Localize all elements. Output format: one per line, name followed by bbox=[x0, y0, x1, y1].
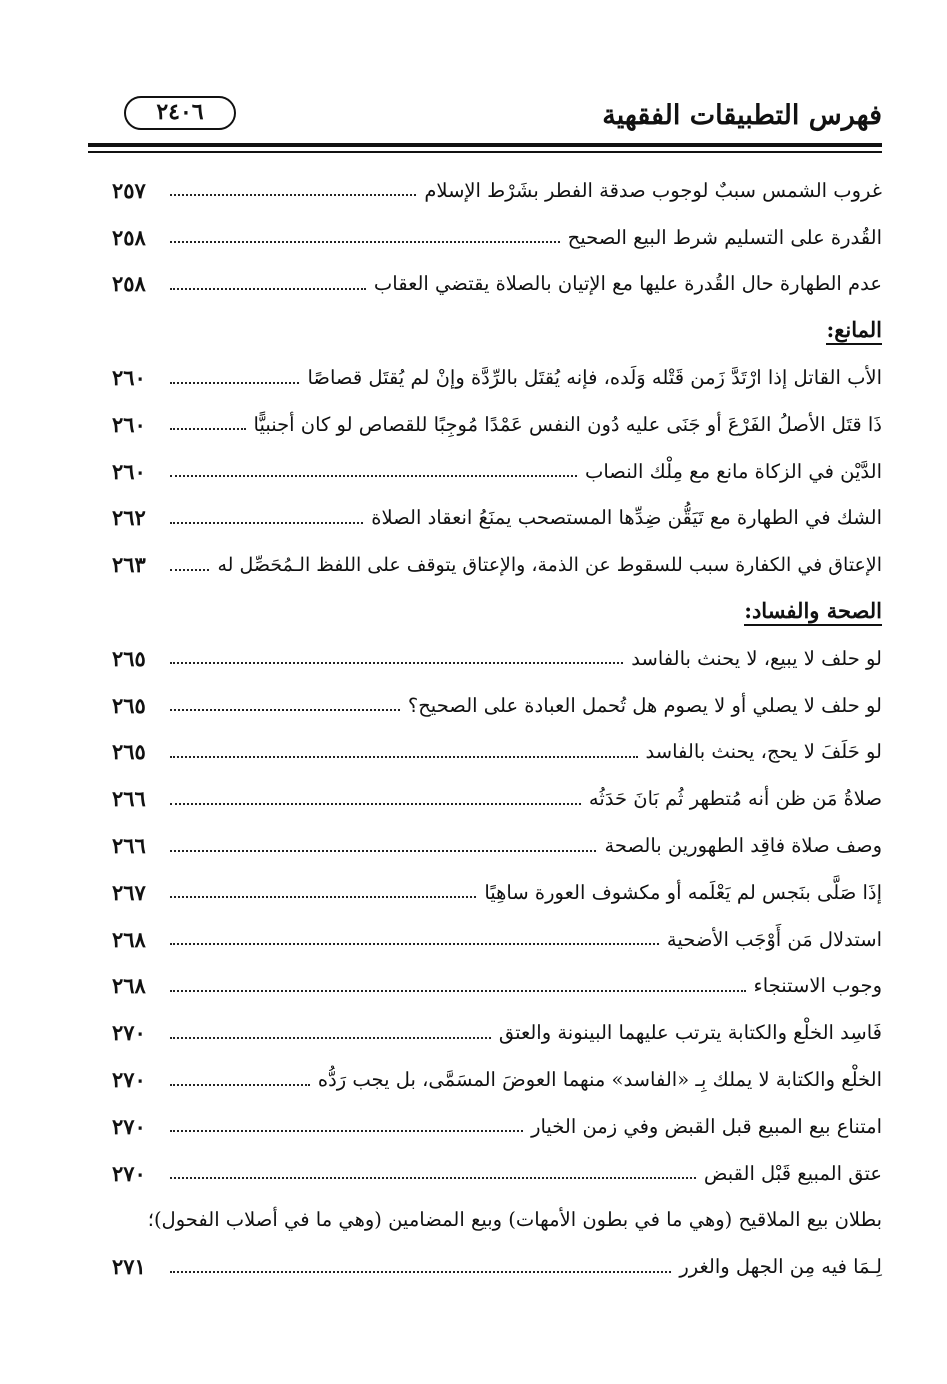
entry-text: الدَّيْن في الزكاة مانع مع مِلْك النصاب bbox=[585, 459, 882, 483]
entry-text: عدم الطهارة حال القُدرة عليها مع الإتيان بالصلاة يقتضي العقاب bbox=[373, 272, 882, 296]
index-entry bbox=[112, 167, 882, 214]
dot-leader bbox=[170, 1130, 523, 1132]
dot-leader bbox=[170, 803, 581, 805]
entry-text: إذَا صَلَّى بنَجس لم يَعْلَمه أو مكشوف العورة ساهِيًا bbox=[484, 880, 882, 904]
index-entry bbox=[112, 729, 882, 776]
dot-leader bbox=[170, 896, 476, 898]
index-entry bbox=[112, 775, 882, 822]
entry-text: عتق المبيع قَبْل القبض bbox=[703, 1161, 882, 1185]
dot-leader bbox=[170, 1177, 696, 1179]
entry-text: الأب القاتل إذا ارْتَدَّ زَمن قَتْله وَلَده، فإنه يُقتَل بالرِّدَّة وإنْ لم يُقتَل قصاصًا bbox=[307, 366, 882, 390]
index-entry bbox=[112, 541, 882, 588]
index-entry bbox=[112, 682, 882, 729]
entry-text: غروب الشمس سببٌ لوجوب صدقة الفطر بشَرْط الإسلام bbox=[424, 178, 882, 202]
index-entry bbox=[112, 916, 882, 963]
dot-leader bbox=[170, 241, 560, 243]
entry-page-number: ٢٦٣ bbox=[112, 552, 146, 578]
entry-page-number: ٢٦٧ bbox=[112, 879, 146, 905]
index-entry bbox=[112, 1243, 882, 1290]
entry-page-number: ٢٦٠ bbox=[112, 365, 146, 391]
index-entry bbox=[112, 963, 882, 1010]
entry-page-number: ٢٧٠ bbox=[112, 1113, 146, 1139]
index-entry bbox=[112, 822, 882, 869]
index-entry bbox=[112, 1009, 882, 1056]
entry-page-number: ٢٦٠ bbox=[112, 411, 146, 437]
entry-page-number: ٢٧٠ bbox=[112, 1020, 146, 1046]
index-entry bbox=[112, 354, 882, 401]
entry-page-number: ٢٥٨ bbox=[112, 271, 146, 297]
entry-text: وجوب الاستنجاء bbox=[753, 974, 882, 998]
index-entry bbox=[112, 1150, 882, 1197]
entry-page-number: ٢٧٠ bbox=[112, 1067, 146, 1093]
header-rule-thick bbox=[88, 143, 882, 147]
dot-leader bbox=[170, 943, 659, 945]
entry-text: ذَا قتَل الأصلُ الفَرْعَ أو جَنَى عليه دُون النفس عَمْدًا مُوجِبًا للقصاص لو كان أجنبيًّا bbox=[253, 412, 882, 436]
entry-text: لو حلف لا يبيع، لا يحنث بالفاسد bbox=[631, 646, 882, 670]
index-entry bbox=[112, 495, 882, 542]
index-entry bbox=[112, 261, 882, 308]
entry-page-number: ٢٥٧ bbox=[112, 177, 146, 203]
page-header bbox=[88, 92, 882, 140]
index-entries bbox=[112, 167, 882, 1290]
dot-leader bbox=[170, 662, 623, 664]
entry-page-number: ٢٦٥ bbox=[112, 692, 146, 718]
entry-page-number: ٢٦٥ bbox=[112, 739, 146, 765]
dot-leader bbox=[170, 475, 577, 477]
entry-page-number: ٢٦٢ bbox=[112, 505, 146, 531]
dot-leader bbox=[170, 1084, 310, 1086]
dot-leader bbox=[170, 1271, 671, 1273]
dot-leader bbox=[170, 569, 209, 571]
dot-leader bbox=[170, 382, 299, 384]
entry-text: الإعتاق في الكفارة سبب للسقوط عن الذمة، والإعتاق يتوقف على اللفظ الـمُحَصِّل له bbox=[217, 553, 882, 576]
dot-leader bbox=[170, 756, 638, 758]
dot-leader bbox=[170, 850, 596, 852]
index-entry bbox=[112, 401, 882, 448]
entry-text: لو حلف لا يصلي أو لا يصوم هل تُحمل العبادة على الصحيح؟ bbox=[407, 693, 882, 717]
index-entry bbox=[112, 448, 882, 495]
entry-page-number: ٢٦٨ bbox=[112, 926, 146, 952]
header-rule-thin bbox=[88, 151, 882, 153]
index-entry bbox=[112, 635, 882, 682]
index-entry bbox=[112, 214, 882, 261]
section-heading bbox=[112, 307, 882, 354]
dot-leader bbox=[170, 1037, 491, 1039]
entry-text: امتناع بيع المبيع قبل القبض وفي زمن الخيار bbox=[531, 1114, 882, 1138]
entry-page-number: ٢٦٥ bbox=[112, 645, 146, 671]
dot-leader bbox=[170, 709, 400, 711]
entry-text: لو حَلَفَ لا يحج، يحنث بالفاسد bbox=[645, 740, 882, 764]
entry-text: الشك في الطهارة مع تَيَقُّن ضِدِّها المستصحب يمنَعُ انعقاد الصلاة bbox=[371, 506, 882, 530]
entry-text: صلاةُ مَن ظن أنه مُتطهر ثُم بَانَ حَدَثُه bbox=[588, 787, 882, 811]
entry-text: استدلال مَن أَوْجَب الأضحية bbox=[666, 927, 882, 951]
entry-text: وصف صلاة فاقِد الطهورين بالصحة bbox=[604, 834, 882, 858]
entry-page-number: ٢٦٦ bbox=[112, 786, 146, 812]
section-heading-label: الصحة والفساد: bbox=[744, 598, 882, 626]
entry-page-number: ٢٦٨ bbox=[112, 973, 146, 999]
dot-leader bbox=[170, 522, 363, 524]
dot-leader bbox=[170, 990, 746, 992]
index-entry-line: بطلان بيع الملاقيح (وهي ما في بطون الأمهات) وبيع المضامين (وهي ما في أصلاب الفحول)؛ bbox=[147, 1208, 882, 1232]
section-heading-label: المانع: bbox=[826, 317, 882, 345]
entry-text: لِـمَا فيه مِن الجهل والغرر bbox=[679, 1255, 882, 1279]
entry-page-number: ٢٦٠ bbox=[112, 458, 146, 484]
entry-page-number: ٢٥٨ bbox=[112, 224, 146, 250]
entry-page-number: ٢٧٠ bbox=[112, 1160, 146, 1186]
page-number-badge: ٢٤٠٦ bbox=[124, 96, 236, 130]
dot-leader bbox=[170, 428, 246, 430]
entry-text: القُدرة على التسليم شرط البيع الصحيح bbox=[567, 225, 882, 249]
entry-text: الخلْع والكتابة لا يملك بِـ «الفاسد» منهما العوضَ المسَمَّى، بل يجب رَدُّه bbox=[317, 1068, 882, 1092]
entry-page-number: ٢٧١ bbox=[112, 1254, 146, 1280]
entry-text: فَاسِد الخلْع والكتابة يترتب عليهما البينونة والعتق bbox=[498, 1021, 882, 1045]
index-entry bbox=[112, 1056, 882, 1103]
entry-page-number: ٢٦٦ bbox=[112, 833, 146, 859]
page-title: فهرس التطبيقات الفقهية bbox=[602, 100, 882, 131]
section-heading bbox=[112, 588, 882, 635]
index-entry bbox=[112, 869, 882, 916]
index-entry bbox=[112, 1103, 882, 1150]
dot-leader bbox=[170, 194, 416, 196]
dot-leader bbox=[170, 288, 366, 290]
